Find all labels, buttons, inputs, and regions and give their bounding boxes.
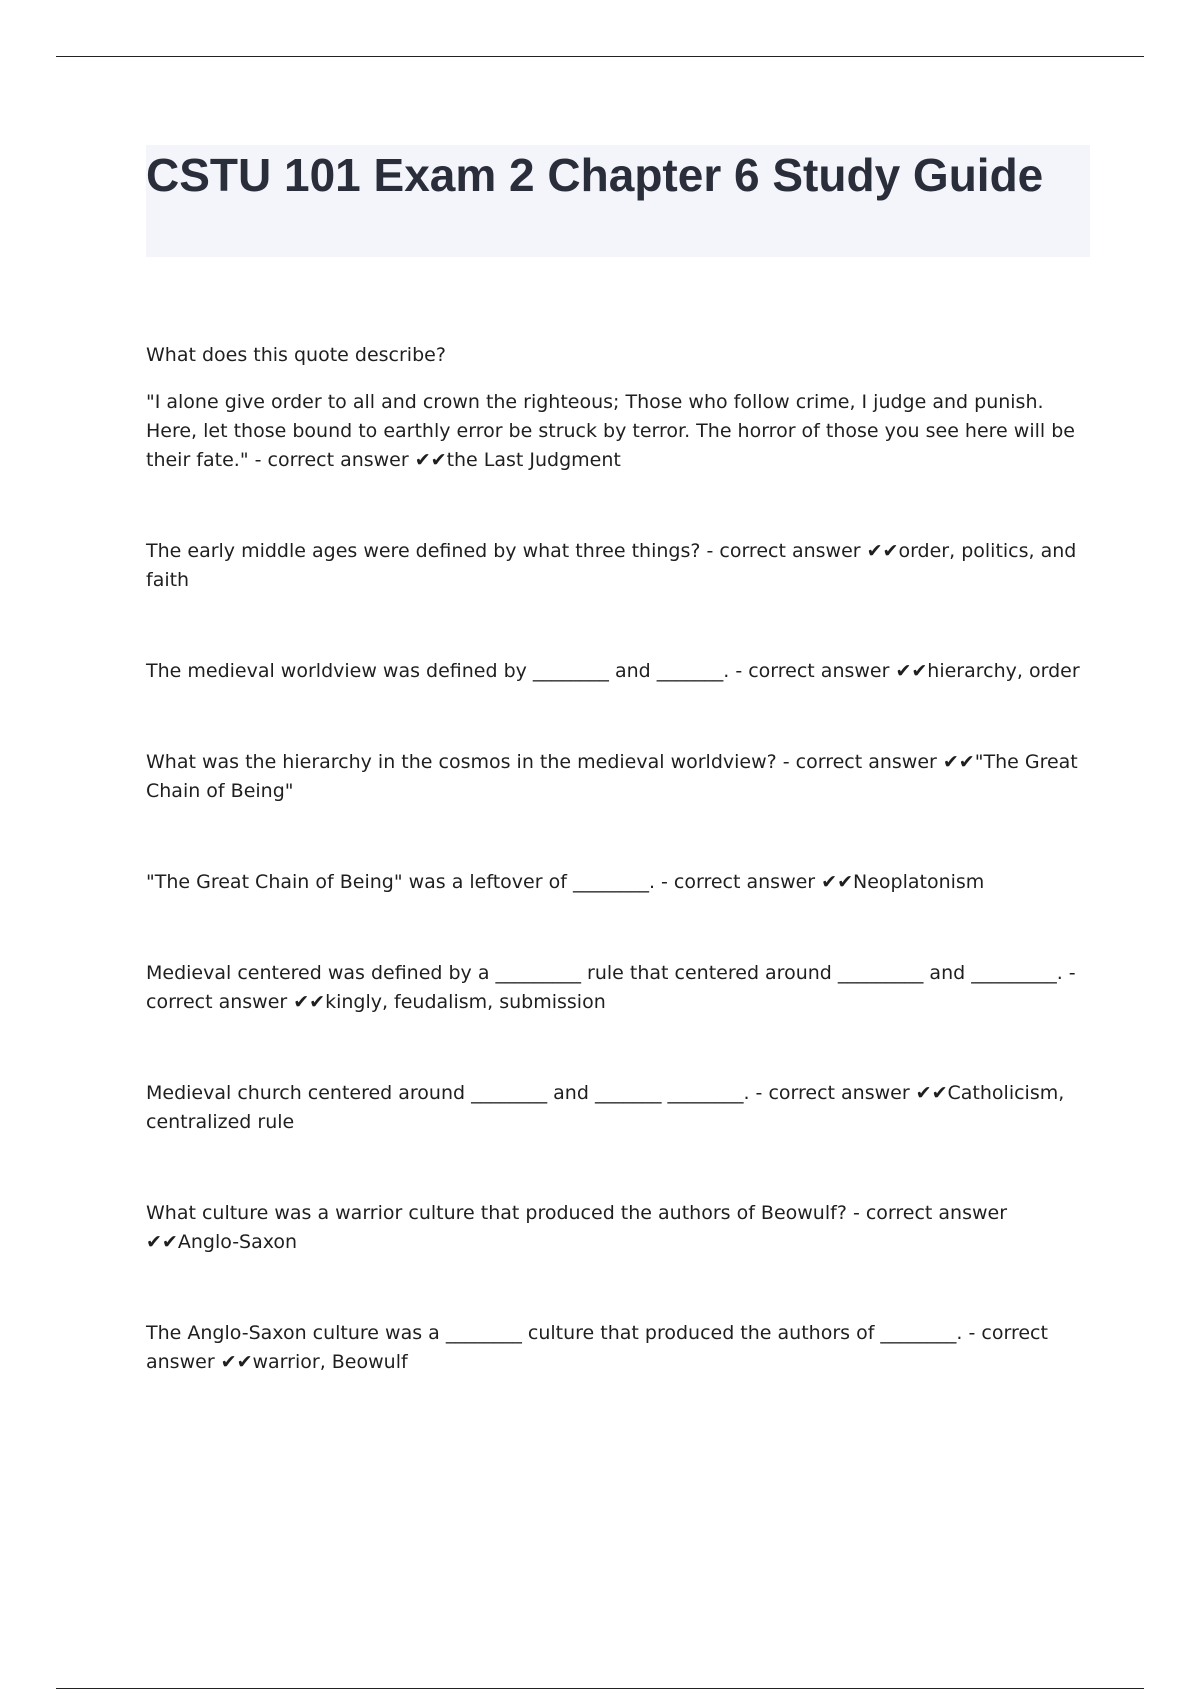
qa-item-quote-answer: "I alone give order to all and crown the righteous; Those who follow crime, I judge and punish. Here, let those bound to earthly error be struck by terror. The horror of those you see here will be their fate." - correct answer ✔✔the Last Judgment [146, 391, 1075, 471]
qa-item-medieval-rule: Medieval centered was defined by a _________ rule that centered around _________ and _________. - correct answer ✔✔kingly, feudalism, submission [146, 962, 1076, 1013]
qa-item-great-chain: "The Great Chain of Being" was a leftover of ________. - correct answer ✔✔Neoplatonism [146, 871, 985, 893]
title-banner [146, 145, 1090, 257]
bottom-rule [56, 1688, 1144, 1689]
qa-item-anglo-saxon: The Anglo-Saxon culture was a ________ culture that produced the authors of ________. - correct answer ✔✔warrior, Beowulf [146, 1322, 1048, 1373]
qa-item-cosmos-hierarchy: What was the hierarchy in the cosmos in the medieval worldview? - correct answer ✔✔"The Great Chain of Being" [146, 751, 1078, 802]
qa-item-early-middle-ages: The early middle ages were defined by what three things? - correct answer ✔✔order, politics, and faith [146, 540, 1077, 591]
quote-question: What does this quote describe? [146, 344, 446, 366]
page-title: CSTU 101 Exam 2 Chapter 6 Study Guide [146, 149, 1044, 201]
qa-item-warrior-culture: What culture was a warrior culture that produced the authors of Beowulf? - correct answer ✔✔Anglo-Saxon [146, 1202, 1008, 1253]
study-guide-content [146, 341, 1090, 1439]
qa-item-medieval-worldview: The medieval worldview was defined by ________ and _______. - correct answer ✔✔hierarchy, order [146, 660, 1080, 682]
top-rule [56, 56, 1144, 57]
qa-item-medieval-church: Medieval church centered around ________ and _______ ________. - correct answer ✔✔Catholicism, centralized rule [146, 1082, 1065, 1133]
